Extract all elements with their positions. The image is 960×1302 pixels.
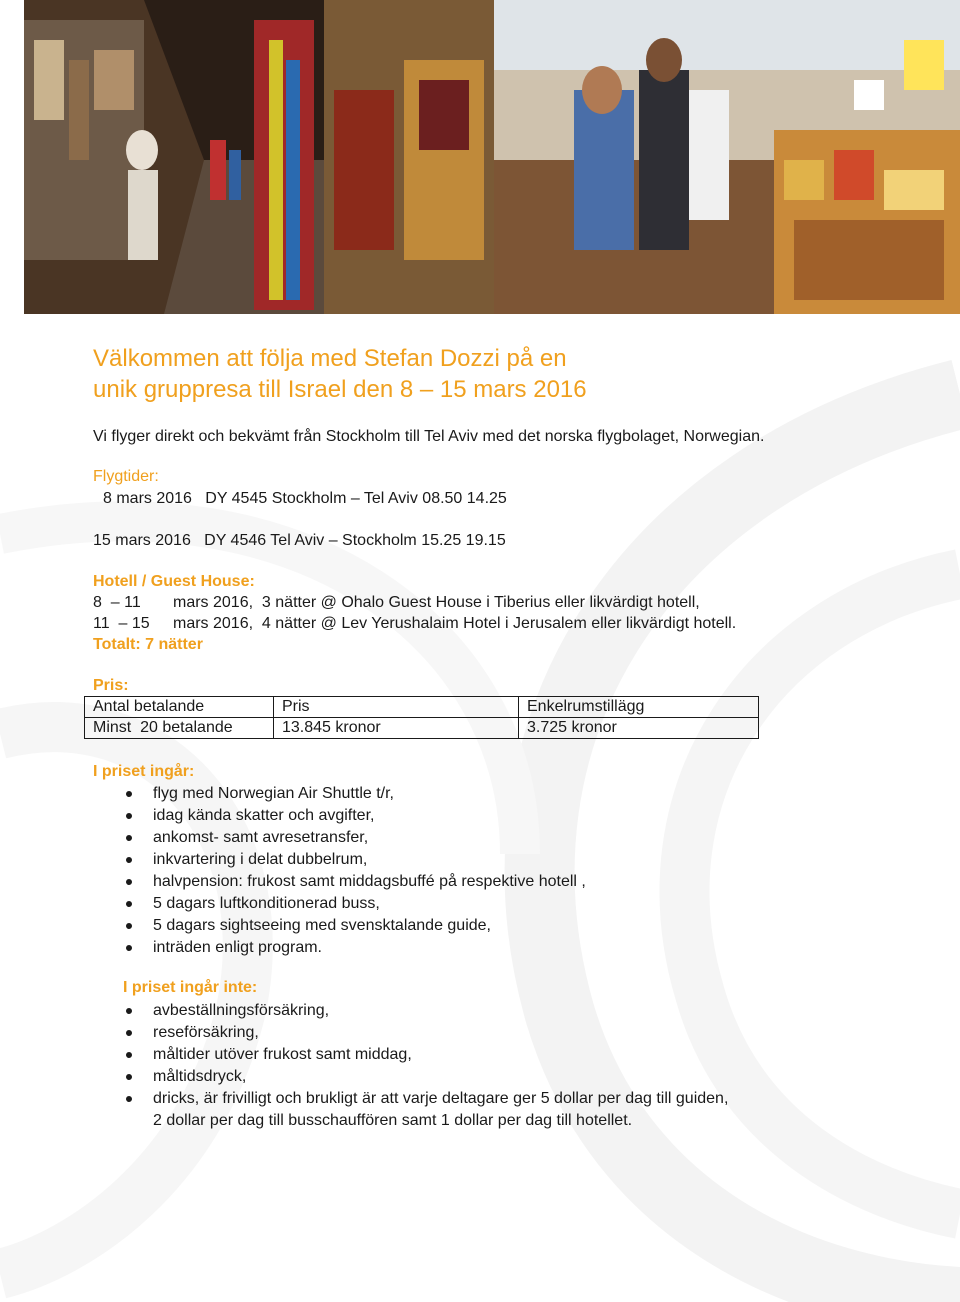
list-item: reseförsäkring,	[120, 1022, 728, 1044]
hotel-description: mars 2016, 4 nätter @ Lev Yerushalaim Hotel i Jerusalem eller likvärdigt hotell.	[173, 615, 737, 632]
list-item: inkvartering i delat dubbelrum,	[120, 849, 586, 871]
list-item: 5 dagars luftkonditionerad buss,	[120, 893, 586, 915]
title-line-1: Välkommen att följa med Stefan Dozzi på en	[93, 345, 567, 372]
hotels-total: Totalt: 7 nätter	[93, 636, 203, 653]
pricing-header-row	[85, 697, 759, 718]
list-item: ankomst- samt avresetransfer,	[120, 827, 586, 849]
pricing-table	[84, 696, 759, 739]
hotel-row	[93, 593, 700, 613]
included-list	[120, 783, 586, 959]
list-item: idag kända skatter och avgifter,	[120, 805, 586, 827]
hotel-date-range: 11 – 15	[93, 615, 150, 632]
pricing-header-cell: Antal betalande	[85, 697, 274, 718]
tips-line-1: dricks, är frivilligt och brukligt är att varje deltagare ger 5 dollar per dag till guiden,	[153, 1090, 729, 1107]
list-item: måltidsdryck,	[120, 1066, 728, 1088]
list-item: halvpension: frukost samt middagsbuffé på respektive hotell ,	[120, 871, 586, 893]
flights-heading: Flygtider:	[93, 468, 159, 485]
pricing-header-cell: Enkelrumstillägg	[519, 697, 759, 718]
flight-row-outbound: 8 mars 2016 DY 4545 Stockholm – Tel Aviv 08.50 14.25	[103, 490, 507, 507]
title-line-2: unik gruppresa till Israel den 8 – 15 mars 2016	[93, 376, 587, 403]
hotel-description: mars 2016, 3 nätter @ Ohalo Guest House i Tiberius eller likvärdigt hotell,	[173, 594, 700, 611]
tips-line-2: 2 dollar per dag till busschauffören samt 1 dollar per dag till hotellet.	[153, 1112, 633, 1129]
hotel-date-range: 8 – 11	[93, 594, 141, 611]
pricing-cell: 3.725 kronor	[519, 718, 759, 739]
page-title	[93, 343, 853, 405]
list-item: inträden enligt program.	[120, 937, 586, 959]
excluded-list	[120, 1000, 728, 1132]
list-item: måltider utöver frukost samt middag,	[120, 1044, 728, 1066]
pricing-row	[85, 718, 759, 739]
pricing-cell: 13.845 kronor	[274, 718, 519, 739]
pricing-heading: Pris:	[93, 677, 129, 694]
list-item: avbeställningsförsäkring,	[120, 1000, 728, 1022]
pricing-header-cell: Pris	[274, 697, 519, 718]
flight-row-return: 15 mars 2016 DY 4546 Tel Aviv – Stockholm 15.25 19.15	[93, 532, 506, 549]
list-item: flyg med Norwegian Air Shuttle t/r,	[120, 783, 586, 805]
included-heading: I priset ingår:	[93, 763, 195, 780]
hotels-heading: Hotell / Guest House:	[93, 573, 255, 590]
pricing-cell: Minst 20 betalande	[85, 718, 274, 739]
excluded-heading: I priset ingår inte:	[123, 979, 258, 996]
list-item	[120, 1088, 728, 1132]
hotel-row	[93, 614, 736, 634]
list-item: 5 dagars sightseeing med svensktalande guide,	[120, 915, 586, 937]
intro-text: Vi flyger direkt och bekvämt från Stockholm till Tel Aviv med det norska flygbolaget, Norwegian.	[93, 428, 765, 445]
